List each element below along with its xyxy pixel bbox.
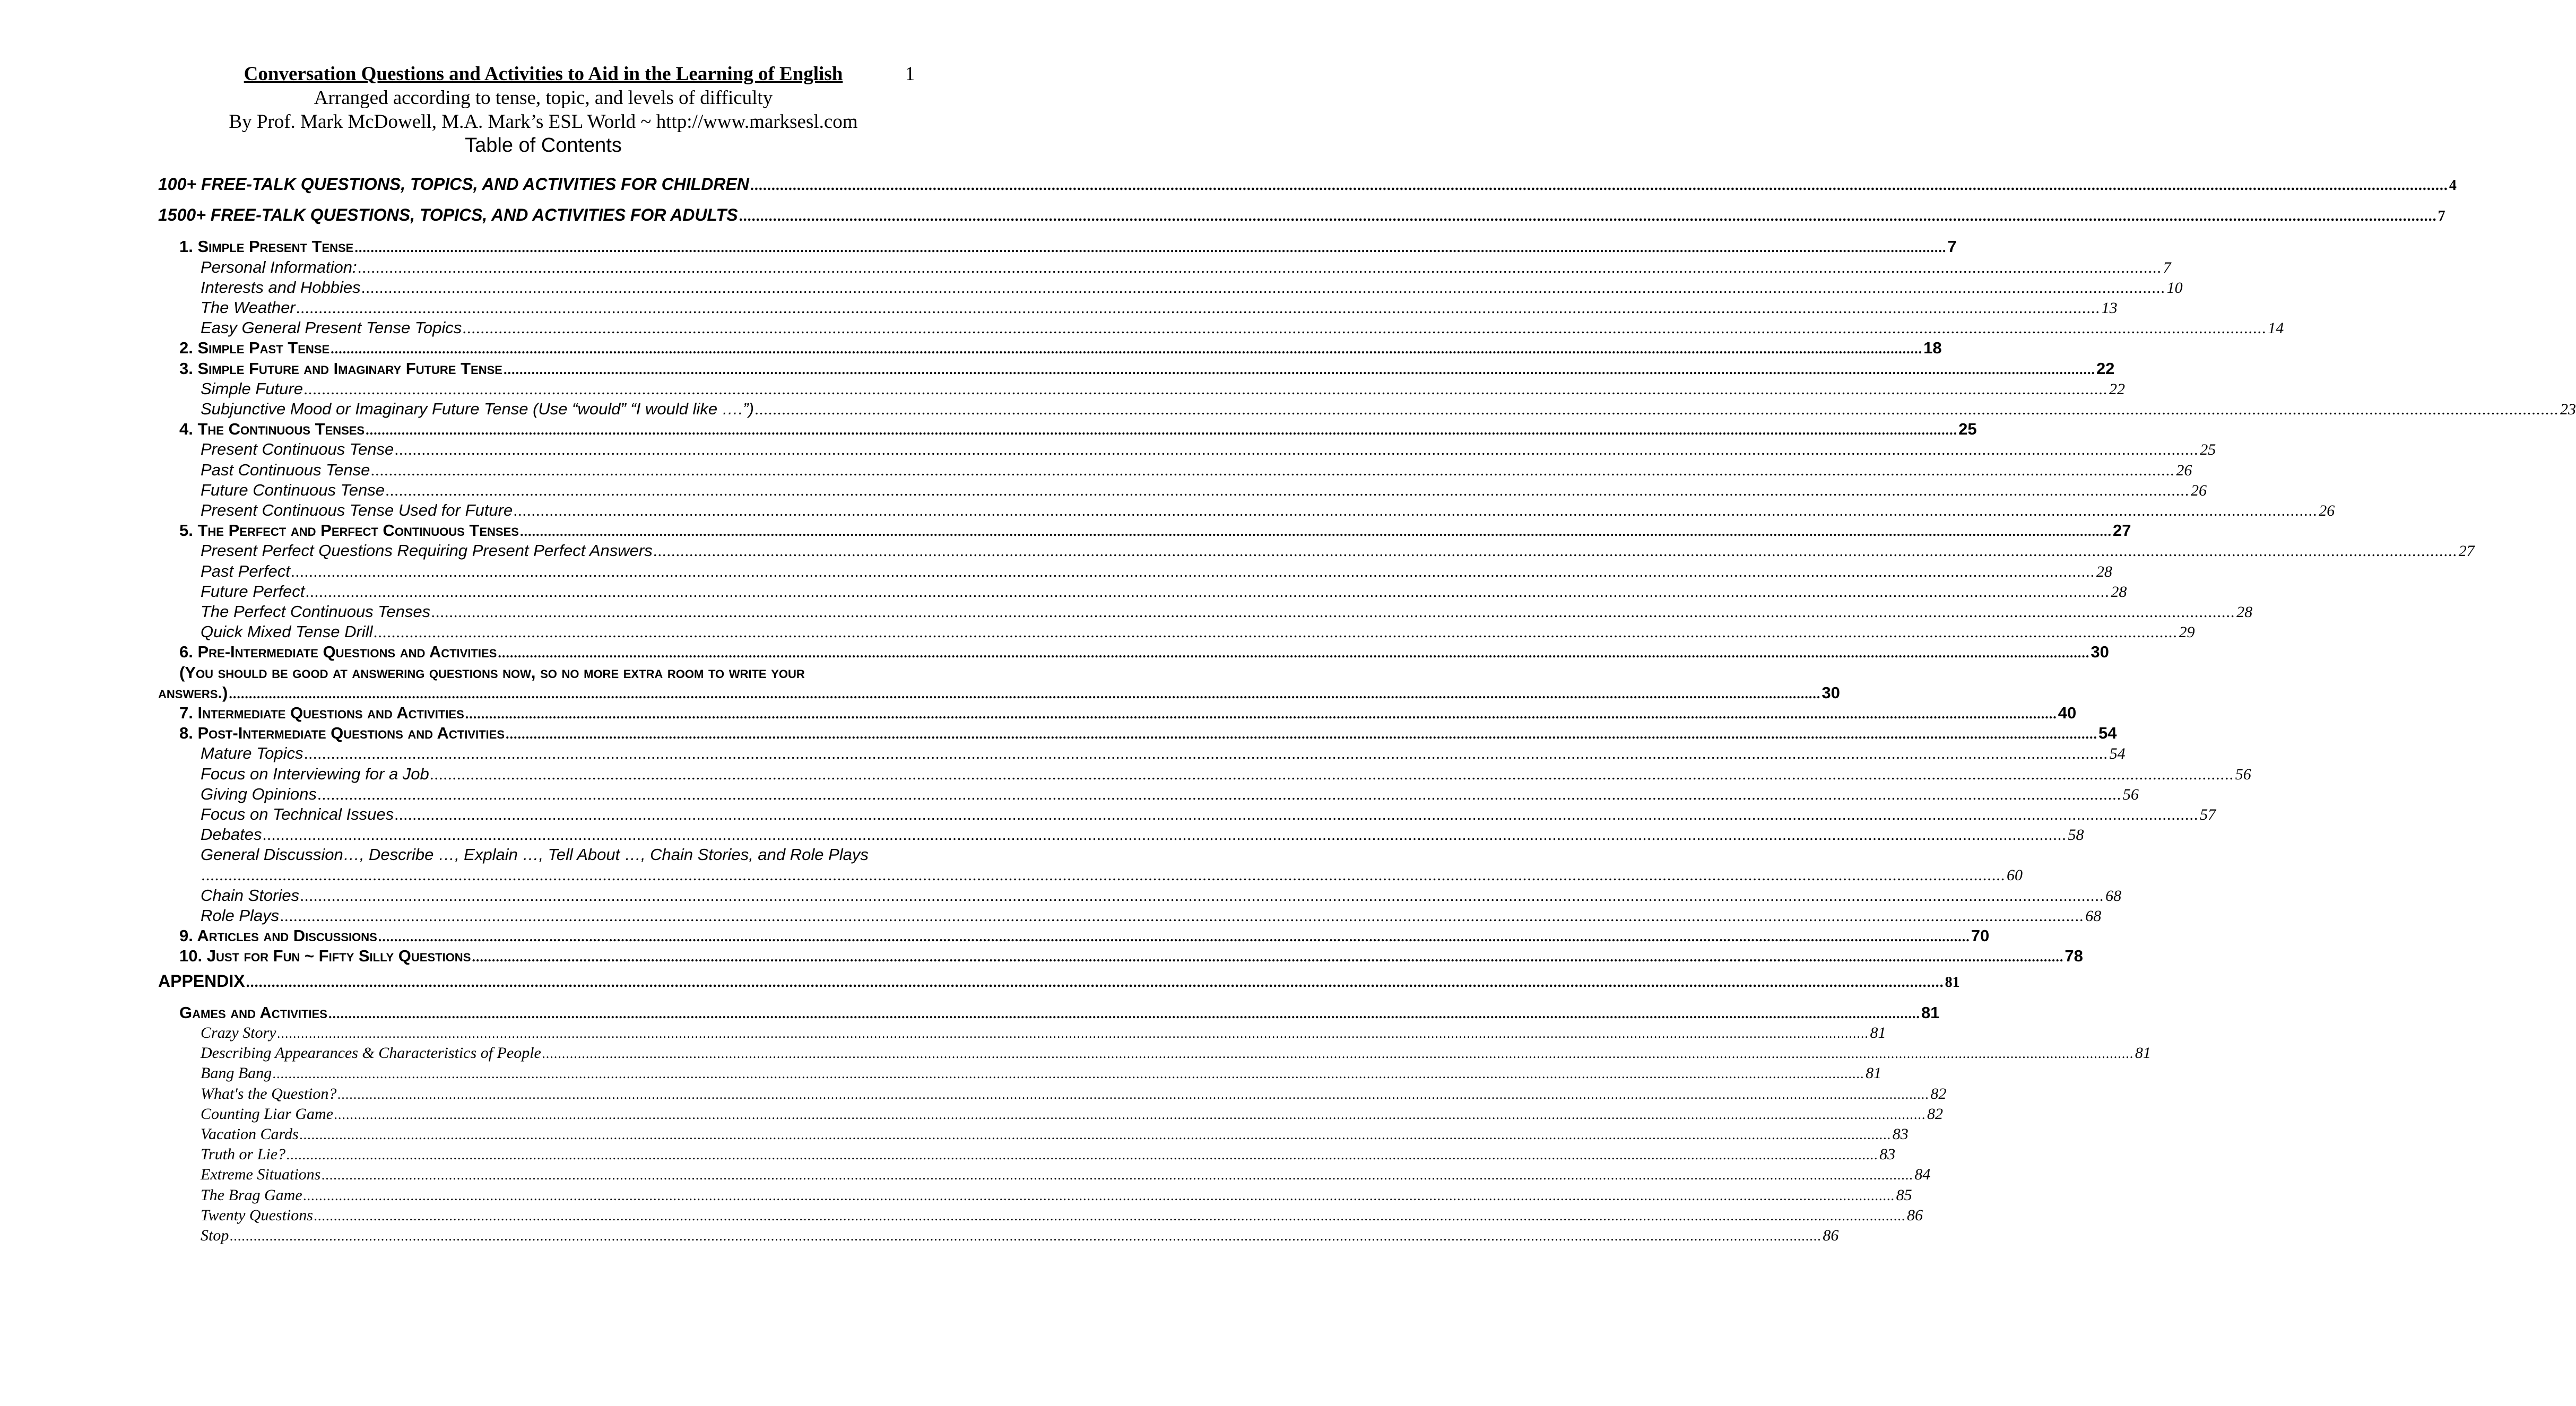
toc-entry-page: 58	[2068, 826, 2084, 844]
toc-entry-label: APPENDIX	[158, 971, 245, 991]
dot-leader: ................................................................................................................................................................................................................................................................................................................................................................................................................	[287, 1147, 1879, 1163]
toc-heading: Table of Contents	[465, 134, 622, 157]
toc-entry[interactable]	[201, 804, 2216, 825]
toc-entry-page: 81	[2135, 1044, 2151, 1062]
toc-entry-label: General Discussion…, Describe …, Explain …, Tell About …, Chain Stories, and Role Plays	[201, 845, 869, 864]
toc-entry-label: Vacation Cards	[201, 1125, 299, 1143]
toc-entry-page: 25	[2200, 441, 2216, 459]
dot-leader: ................................................................................................................................................................................................................................................................................................................................................................................................................	[331, 341, 1923, 357]
toc-entry-label: 8. Post-Intermediate Questions and Activities	[179, 724, 505, 743]
toc-entry-label: Easy General Present Tense Topics	[201, 318, 462, 337]
toc-entry[interactable]	[201, 1226, 1839, 1246]
toc-entry[interactable]	[179, 703, 2077, 724]
toc-entry-label: (You should be good at answering questions now, so no more extra room to write your	[179, 663, 805, 682]
toc-entry-page: 40	[2058, 704, 2077, 722]
dot-leader: ................................................................................................................................................................................................................................................................................................................................................................................................................	[306, 583, 2110, 601]
toc-entry-label: Giving Opinions	[201, 784, 317, 803]
toc-entry[interactable]	[179, 642, 2109, 663]
toc-entry-label: Past Continuous Tense	[201, 460, 370, 479]
toc-entry-label: 10. Just for Fun ~ Fifty Silly Questions	[179, 947, 471, 966]
toc-entry-label: Chain Stories	[201, 886, 300, 905]
dot-leader: ................................................................................................................................................................................................................................................................................................................................................................................................................	[430, 765, 2234, 783]
dot-leader: ................................................................................................................................................................................................................................................................................................................................................................................................................	[465, 706, 2057, 722]
toc-entry[interactable]	[201, 824, 2084, 845]
toc-entry[interactable]	[201, 1185, 1912, 1206]
toc-entry-page: 13	[2101, 299, 2118, 317]
toc-entry[interactable]	[201, 582, 2127, 602]
toc-entry-page: 68	[2085, 907, 2102, 925]
dot-leader: ................................................................................................................................................................................................................................................................................................................................................................................................................	[366, 422, 1958, 438]
dot-leader: ................................................................................................................................................................................................................................................................................................................................................................................................................	[395, 441, 2199, 459]
dot-leader: ................................................................................................................................................................................................................................................................................................................................................................................................................	[358, 258, 2162, 276]
dot-leader: ................................................................................................................................................................................................................................................................................................................................................................................................................	[280, 907, 2085, 925]
dot-leader: ................................................................................................................................................................................................................................................................................................................................................................................................................	[498, 645, 2090, 661]
dot-leader: ................................................................................................................................................................................................................................................................................................................................................................................................................	[328, 1005, 1920, 1021]
toc-entry-page: 25	[1958, 420, 1977, 439]
toc-entry-label: Simple Future	[201, 379, 303, 398]
dot-leader: ................................................................................................................................................................................................................................................................................................................................................................................................................	[263, 826, 2067, 844]
toc-entry-page: 86	[1906, 1206, 1923, 1224]
toc-entry-page: 26	[2176, 461, 2192, 479]
toc-entry[interactable]	[201, 1205, 1923, 1226]
toc-entry-label: The Weather	[201, 298, 296, 317]
toc-entry-page: 54	[2109, 745, 2126, 763]
toc-entry[interactable]	[201, 561, 2112, 582]
toc-entry[interactable]	[201, 277, 2183, 298]
toc-entry[interactable]	[201, 1063, 1882, 1084]
toc-entry[interactable]	[179, 359, 2115, 380]
toc-entry[interactable]	[201, 1084, 1947, 1105]
toc-entry-label: Truth or Lie?	[201, 1145, 286, 1164]
toc-entry[interactable]	[158, 205, 2445, 227]
dot-leader: ................................................................................................................................................................................................................................................................................................................................................................................................................	[300, 887, 2105, 905]
toc-entry[interactable]	[201, 886, 2122, 906]
toc-entry[interactable]	[201, 1104, 1944, 1125]
toc-entry-page: 83	[1892, 1125, 1909, 1143]
toc-entry-label: Past Perfect	[201, 561, 290, 580]
toc-entry[interactable]	[201, 743, 2126, 764]
toc-entry[interactable]	[201, 379, 2125, 400]
toc-entry-page: 82	[1930, 1084, 1947, 1103]
toc-entry-label: 1. Simple Present Tense	[179, 237, 354, 256]
dot-leader: ................................................................................................................................................................................................................................................................................................................................................................................................................	[273, 1066, 1865, 1082]
toc-entry-label: 3. Simple Future and Imaginary Future Tense	[179, 359, 502, 378]
toc-entry-label: The Brag Game	[201, 1186, 302, 1204]
toc-entry-page: 60	[2007, 866, 2023, 884]
document-subtitle: Arranged according to tense, topic, and levels of difficulty	[314, 87, 773, 109]
toc-entry[interactable]	[201, 1124, 1909, 1145]
toc-entry[interactable]	[179, 946, 2083, 967]
toc-entry-page: 83	[1879, 1145, 1896, 1164]
dot-leader: ................................................................................................................................................................................................................................................................................................................................................................................................................	[229, 685, 1821, 701]
toc-entry-label: 5. The Perfect and Perfect Continuous Tenses	[179, 521, 519, 540]
toc-entry[interactable]	[201, 541, 2475, 561]
dot-leader: ................................................................................................................................................................................................................................................................................................................................................................................................................	[361, 279, 2166, 297]
dot-leader: ................................................................................................................................................................................................................................................................................................................................................................................................................	[374, 623, 2178, 641]
toc-entry-page: 29	[2179, 623, 2195, 641]
toc-entry-label: Future Continuous Tense	[201, 480, 385, 499]
dot-leader: ................................................................................................................................................................................................................................................................................................................................................................................................................	[314, 1208, 1906, 1223]
toc-entry-page: 27	[2458, 542, 2475, 560]
toc-entry-page: 22	[2109, 380, 2125, 398]
toc-entry[interactable]	[201, 622, 2195, 643]
author-byline: By Prof. Mark McDowell, M.A. Mark’s ESL World ~ http://www.marksesl.com	[229, 111, 858, 133]
toc-entry-label: Interests and Hobbies	[201, 277, 361, 297]
toc-entry-page: 85	[1896, 1186, 1912, 1204]
toc-entry[interactable]	[201, 865, 2023, 886]
toc-entry-label: Describing Appearances & Characteristics of People	[201, 1044, 541, 1062]
dot-leader: ................................................................................................................................................................................................................................................................................................................................................................................................................	[750, 177, 2448, 194]
dot-leader: ................................................................................................................................................................................................................................................................................................................................................................................................................	[542, 1046, 2134, 1062]
dot-leader: ................................................................................................................................................................................................................................................................................................................................................................................................................	[277, 1026, 1869, 1041]
toc-entry-page: 68	[2105, 887, 2122, 905]
toc-entry-page: 23	[2560, 401, 2576, 418]
dot-leader: ................................................................................................................................................................................................................................................................................................................................................................................................................	[317, 785, 2122, 803]
toc-entry-page: 28	[2236, 603, 2253, 621]
toc-entry-page: 26	[2319, 502, 2335, 519]
toc-entry[interactable]	[179, 1003, 1940, 1024]
toc-entry-page: 86	[1823, 1227, 1839, 1244]
toc-entry-label: Games and Activities	[179, 1003, 327, 1022]
toc-entry-page: 7	[2163, 258, 2171, 276]
dot-leader: ................................................................................................................................................................................................................................................................................................................................................................................................................	[506, 726, 2097, 742]
toc-entry-page: 84	[1914, 1166, 1931, 1184]
toc-entry-page: 82	[1927, 1105, 1944, 1123]
toc-entry-page: 70	[1971, 926, 1990, 945]
dot-leader: ................................................................................................................................................................................................................................................................................................................................................................................................................	[739, 208, 2437, 225]
dot-leader: ................................................................................................................................................................................................................................................................................................................................................................................................................	[303, 380, 2108, 398]
toc-entry-label: Mature Topics	[201, 744, 303, 763]
dot-leader: ................................................................................................................................................................................................................................................................................................................................................................................................................	[299, 1127, 1892, 1142]
toc-entry[interactable]	[201, 602, 2253, 622]
toc-entry[interactable]	[201, 480, 2207, 501]
toc-entry[interactable]	[201, 460, 2192, 481]
toc-entry-label: 7. Intermediate Questions and Activities	[179, 704, 464, 722]
dot-leader: ................................................................................................................................................................................................................................................................................................................................................................................................................	[334, 1106, 1927, 1122]
toc-entry-label: Counting Liar Game	[201, 1105, 334, 1123]
toc-entry-page: 56	[2235, 765, 2251, 783]
toc-entry-label: Present Continuous Tense	[201, 440, 394, 459]
toc-entry-label: Stop	[201, 1227, 229, 1244]
dot-leader: ................................................................................................................................................................................................................................................................................................................................................................................................................	[514, 502, 2318, 519]
toc-entry[interactable]	[179, 237, 1957, 258]
toc-entry-page: 81	[1870, 1024, 1886, 1042]
toc-entry[interactable]	[179, 723, 2117, 744]
toc-entry[interactable]	[201, 439, 2216, 460]
dot-leader: ................................................................................................................................................................................................................................................................................................................................................................................................................	[354, 240, 1947, 256]
dot-leader: ................................................................................................................................................................................................................................................................................................................................................................................................................	[303, 1187, 1895, 1203]
toc-entry-label: answers.)	[158, 683, 228, 702]
toc-entry-page: 30	[1822, 683, 1840, 702]
dot-leader: ................................................................................................................................................................................................................................................................................................................................................................................................................	[304, 745, 2109, 763]
dot-leader: ................................................................................................................................................................................................................................................................................................................................................................................................................	[371, 461, 2175, 479]
toc-entry-page: 56	[2122, 785, 2139, 803]
toc-entry-label: 9. Articles and Discussions	[179, 926, 377, 945]
toc-entry-page: 4	[2449, 177, 2457, 194]
toc-entry[interactable]	[201, 318, 2284, 339]
toc-entry-label: Debates	[201, 825, 262, 844]
dot-leader: ................................................................................................................................................................................................................................................................................................................................................................................................................	[519, 524, 2112, 540]
toc-entry-label: 1500+ FREE-TALK QUESTIONS, TOPICS, AND ACTIVITIES FOR ADULTS	[158, 205, 738, 225]
dot-leader: ................................................................................................................................................................................................................................................................................................................................................................................................................	[653, 542, 2458, 560]
toc-entry[interactable]	[179, 520, 2131, 542]
dot-leader: ................................................................................................................................................................................................................................................................................................................................................................................................................	[291, 562, 2095, 580]
toc-entry-label: Twenty Questions	[201, 1206, 313, 1224]
toc-entry-page: 28	[2096, 562, 2112, 580]
toc-entry-label: Role Plays	[201, 906, 280, 925]
toc-entry-page: 30	[2091, 643, 2109, 662]
dot-leader: ................................................................................................................................................................................................................................................................................................................................................................................................................	[378, 929, 1970, 945]
dot-leader: ................................................................................................................................................................................................................................................................................................................................................................................................................	[322, 1167, 1914, 1183]
toc-entry-page: 7	[2438, 208, 2445, 225]
toc-entry-page: 28	[2111, 583, 2127, 601]
dot-leader: ................................................................................................................................................................................................................................................................................................................................................................................................................	[472, 949, 2064, 965]
toc-entry[interactable]	[201, 399, 2576, 420]
toc-entry[interactable]	[179, 926, 1990, 947]
toc-entry-label: Extreme Situations	[201, 1166, 321, 1184]
toc-entry-page: 81	[1921, 1003, 1940, 1022]
toc-entry-label: 4. The Continuous Tenses	[179, 420, 365, 439]
toc-entry[interactable]	[201, 257, 2171, 278]
dot-leader: ................................................................................................................................................................................................................................................................................................................................................................................................................	[246, 974, 1944, 991]
toc-entry-page: 27	[2112, 521, 2131, 540]
dot-leader: ................................................................................................................................................................................................................................................................................................................................................................................................................	[385, 481, 2190, 499]
toc-entry[interactable]	[201, 1043, 2151, 1064]
toc-entry-page: 14	[2268, 319, 2284, 337]
toc-entry-page: 18	[1923, 339, 1942, 358]
toc-entry-page: 26	[2190, 481, 2207, 499]
dot-leader: ................................................................................................................................................................................................................................................................................................................................................................................................................	[503, 361, 2095, 377]
toc-entry-page: 7	[1947, 237, 1957, 256]
toc-entry[interactable]	[201, 1144, 1896, 1165]
dot-leader: ................................................................................................................................................................................................................................................................................................................................................................................................................	[395, 806, 2199, 823]
toc-entry[interactable]	[201, 1023, 1886, 1044]
toc-entry-label: Subjunctive Mood or Imaginary Future Tense (Use “would” “I would like ….”)	[201, 400, 754, 418]
toc-entry[interactable]	[201, 764, 2251, 785]
toc-entry[interactable]	[179, 338, 1942, 359]
toc-entry-page: 22	[2096, 359, 2115, 378]
toc-entry-page: 54	[2098, 724, 2117, 743]
toc-entry-label: Future Perfect	[201, 582, 305, 601]
toc-entry[interactable]	[201, 784, 2139, 805]
toc-entry[interactable]	[179, 419, 1977, 440]
toc-entry[interactable]	[201, 500, 2335, 521]
toc-entry-label: Bang Bang	[201, 1064, 272, 1082]
toc-entry[interactable]	[201, 1165, 1931, 1185]
page-number: 1	[905, 63, 915, 85]
dot-leader: ................................................................................................................................................................................................................................................................................................................................................................................................................	[431, 603, 2236, 621]
toc-entry-page: 57	[2200, 806, 2216, 823]
toc-entry[interactable]	[201, 906, 2102, 926]
toc-entry-page: 78	[2065, 947, 2083, 966]
toc-entry[interactable]	[158, 971, 1960, 993]
dot-leader: ................................................................................................................................................................................................................................................................................................................................................................................................................	[230, 1228, 1822, 1244]
toc-entry-label: Crazy Story	[201, 1024, 276, 1042]
toc-entry-page: 81	[1866, 1064, 1882, 1082]
toc-entry-label: 2. Simple Past Tense	[179, 339, 330, 358]
document-title: Conversation Questions and Activities to Aid in the Learning of English	[244, 63, 843, 85]
toc-entry-label: Personal Information:	[201, 257, 357, 276]
dot-leader: ................................................................................................................................................................................................................................................................................................................................................................................................................	[754, 401, 2559, 418]
toc-entry[interactable]	[201, 298, 2118, 318]
toc-entry[interactable]	[158, 683, 1840, 704]
dot-leader: ................................................................................................................................................................................................................................................................................................................................................................................................................	[296, 299, 2101, 317]
toc-entry-label: Present Perfect Questions Requiring Present Perfect Answers	[201, 541, 653, 560]
toc-entry-page: 10	[2166, 279, 2183, 297]
toc-entry-label: Focus on Technical Issues	[201, 805, 394, 823]
dot-leader: ................................................................................................................................................................................................................................................................................................................................................................................................................	[337, 1086, 1930, 1102]
dot-leader: ................................................................................................................................................................................................................................................................................................................................................................................................................	[202, 866, 2006, 884]
toc-entry-label: Focus on Interviewing for a Job	[201, 764, 429, 783]
toc-entry-label: Present Continuous Tense Used for Future	[201, 501, 513, 519]
toc-entry-label: 6. Pre-Intermediate Questions and Activities	[179, 643, 497, 662]
toc-entry-page: 81	[1945, 974, 1960, 991]
dot-leader: ................................................................................................................................................................................................................................................................................................................................................................................................................	[463, 319, 2267, 337]
toc-entry-label: 100+ FREE-TALK QUESTIONS, TOPICS, AND ACTIVITIES FOR CHILDREN	[158, 175, 749, 194]
toc-entry-label: Quick Mixed Tense Drill	[201, 622, 373, 641]
toc-entry[interactable]	[158, 174, 2457, 196]
toc-entry-label: The Perfect Continuous Tenses	[201, 602, 431, 621]
toc-entry-label: What's the Question?	[201, 1084, 337, 1103]
